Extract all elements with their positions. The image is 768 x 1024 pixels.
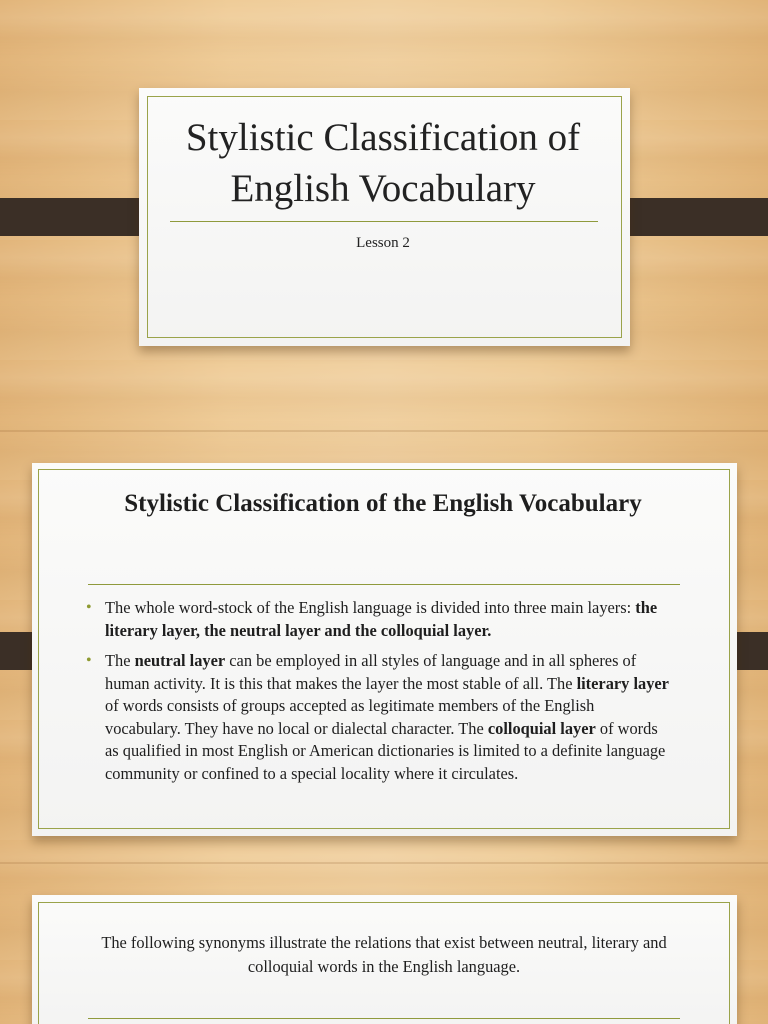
content-slide-title: Stylistic Classification of the English Vocabulary: [124, 490, 642, 517]
content-title-divider: [88, 584, 680, 585]
bullet-bold-text: neutral layer: [134, 651, 226, 670]
bullet-bold-text: colloquial layer: [487, 718, 596, 738]
bullet-item: [84, 597, 674, 642]
bullet-item: [84, 650, 674, 785]
bullet-list: [84, 597, 674, 793]
bullet-text: of words as qualified in most English or American dictionaries is limited to a definite language community or confined to a special locality where it circulates.: [105, 718, 666, 783]
bullet-text: of words consists of groups accepted as legitimate members of the English vocabulary. They have no local or dialectal character. The: [105, 696, 595, 738]
decorative-bar-left: [0, 198, 156, 236]
synonyms-intro-text: The following synonyms illustrate the relations that exist between neutral, literary and colloquial words in the English language.: [101, 933, 667, 976]
title-divider: [170, 221, 598, 222]
bullet-bold-text: literary layer: [576, 673, 669, 693]
bullet-text: The: [105, 651, 135, 670]
synonyms-divider: [88, 1018, 680, 1019]
wood-seam: [0, 430, 768, 432]
bullet-text: can be employed in all styles of language and in all spheres of human activity. It is this that makes the layer the most stable of all. The: [105, 651, 637, 693]
wood-seam: [0, 862, 768, 864]
bullet-bold-text: the literary layer, the neutral layer and the colloquial layer.: [105, 598, 658, 640]
bullet-dot-icon: •: [86, 599, 92, 616]
bullet-dot-icon: •: [86, 652, 92, 669]
slide-subtitle: Lesson 2: [356, 235, 410, 251]
slide-title: Stylistic Classification of English Vocabulary: [185, 116, 581, 210]
decorative-bar-right: [612, 198, 768, 236]
bullet-text: The whole word-stock of the English language is divided into three main layers:: [105, 598, 636, 617]
